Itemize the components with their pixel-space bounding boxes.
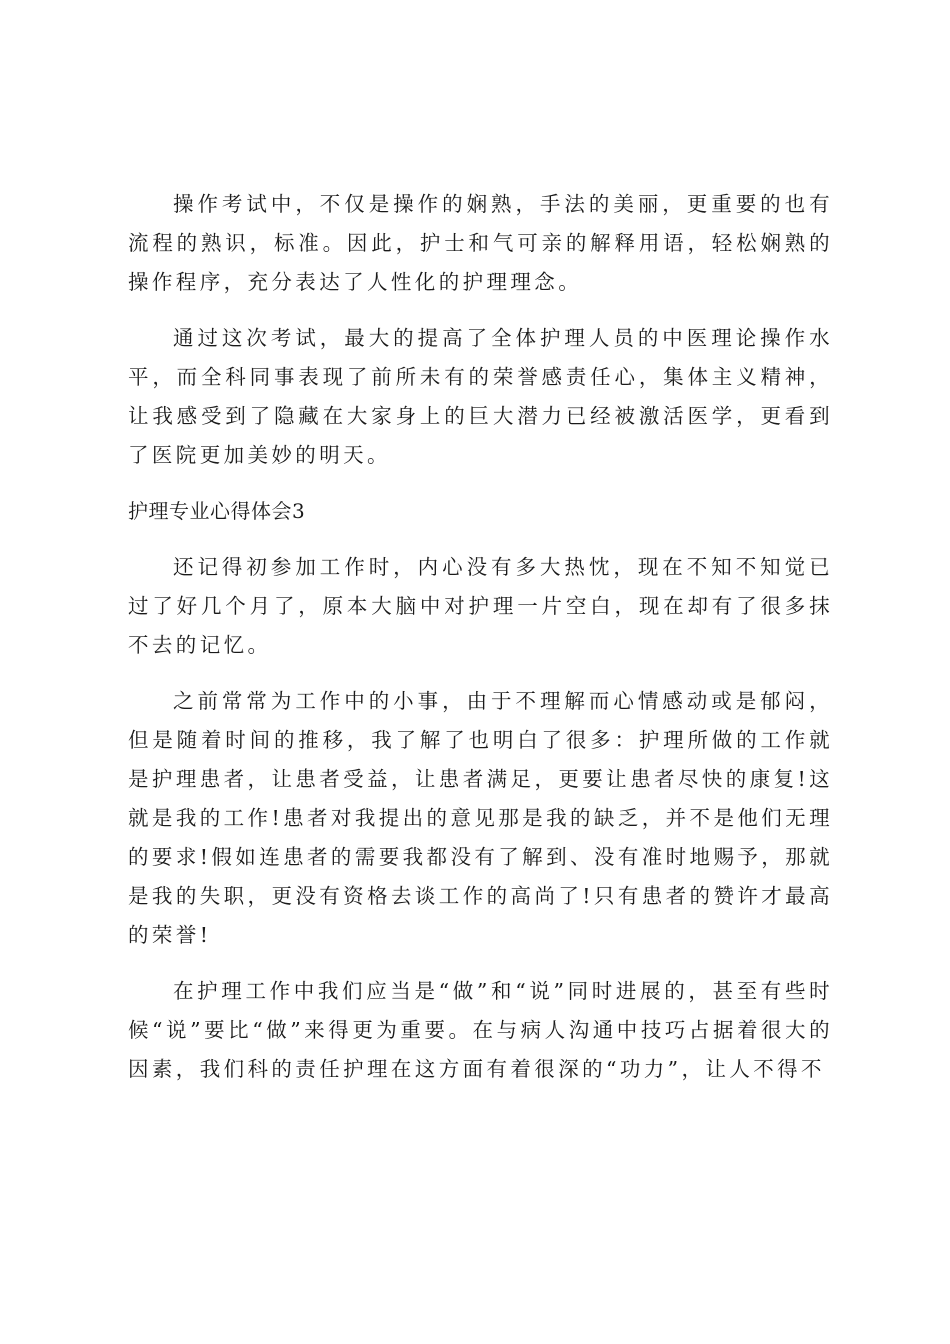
document-page — [128, 185, 833, 1089]
section-heading: 护理专业心得体会3 — [128, 499, 306, 523]
paragraph-exam-result: 通过这次考试，最大的提高了全体护理人员的中医理论操作水平，而全科同事表现了前所未有的荣誉感责任心，集体主义精神，让我感受到了隐藏在大家身上的巨大潜力已经被激活医学，更看到了医院更加美妙的明天。 — [128, 326, 833, 467]
paragraph-nursing-duty: 之前常常为工作中的小事，由于不理解而心情感动或是郁闷，但是随着时间的推移，我了解了也明白了很多：护理所做的工作就是护理患者，让患者受益，让患者满足，更要让患者尽快的康复!这就是我的工作!患者对我提出的意见那是我的缺乏，并不是他们无理的要求!假如连患者的需要我都没有了解到、没有准时地赐予，那就是我的失职，更没有资格去谈工作的高尚了!只有患者的赞许才最高的荣誉! — [128, 689, 833, 947]
paragraph-first-job: 还记得初参加工作时，内心没有多大热忱，现在不知不知觉已过了好几个月了，原本大脑中对护理一片空白，现在却有了很多抹不去的记忆。 — [128, 555, 833, 657]
paragraph-operation-exam: 操作考试中，不仅是操作的娴熟，手法的美丽，更重要的也有流程的熟识，标准。因此，护士和气可亲的解释用语，轻松娴熟的操作程序，充分表达了人性化的护理理念。 — [128, 192, 833, 294]
paragraph-communication: 在护理工作中我们应当是“做”和“说”同时进展的，甚至有些时候“说”要比“做”来得更为重要。在与病人沟通中技巧占据着很大的因素，我们科的责任护理在这方面有着很深的“功力”，让人不得不 — [128, 979, 833, 1081]
